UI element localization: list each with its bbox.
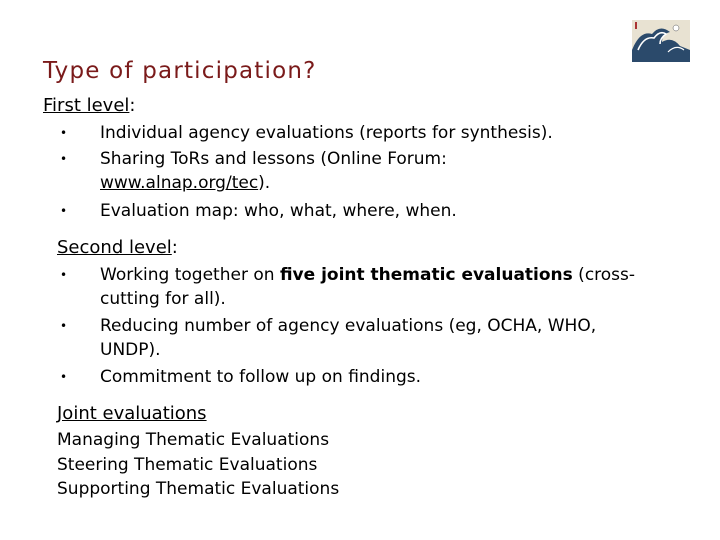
first-level-colon: : <box>129 95 136 116</box>
bullet-6: • <box>60 370 68 384</box>
first-level-item-1: Individual agency evaluations (reports for synthesis). <box>100 123 553 143</box>
alnap-link[interactable]: www.alnap.org/tec <box>100 173 259 193</box>
first-level-item-3: Evaluation map: who, what, where, when. <box>100 201 457 221</box>
bullet-5: • <box>60 319 68 333</box>
second-level-label: Second level <box>57 237 172 258</box>
bullet-4: • <box>60 268 68 282</box>
joint-line-1: Managing Thematic Evaluations <box>57 430 330 450</box>
item-text-pre: Working together on <box>100 265 280 285</box>
joint-line-2: Steering Thematic Evaluations <box>57 455 318 475</box>
bullet-1: • <box>60 126 68 140</box>
joint-evaluations-heading <box>57 403 207 424</box>
first-level-heading <box>43 95 135 116</box>
second-level-item-2-line2: UNDP). <box>100 340 161 360</box>
second-level-item-1-line2: cutting for all). <box>100 289 226 309</box>
second-level-item-3: Commitment to follow up on findings. <box>100 367 422 387</box>
second-level-item-2-line1: Reducing number of agency evaluations (eg, OCHA, WHO, <box>100 316 597 336</box>
second-level-colon: : <box>171 237 178 258</box>
item-text-bold: five joint thematic evaluations <box>279 265 573 285</box>
link-suffix: ). <box>258 173 271 193</box>
first-level-item-2-line1: Sharing ToRs and lessons (Online Forum: <box>100 149 447 169</box>
second-level-heading <box>57 237 178 258</box>
joint-line-3: Supporting Thematic Evaluations <box>57 479 340 499</box>
joint-evaluations-label: Joint evaluations <box>57 403 207 424</box>
bullet-2: • <box>60 152 68 166</box>
slide-title: Type of participation? <box>43 58 317 84</box>
item-text-post: (cross- <box>572 265 636 285</box>
first-level-label: First level <box>43 95 130 116</box>
second-level-item-1-line1 <box>100 264 635 287</box>
first-level-item-2-line2 <box>100 172 270 195</box>
wave-logo <box>632 20 690 62</box>
bullet-3: • <box>60 204 68 218</box>
